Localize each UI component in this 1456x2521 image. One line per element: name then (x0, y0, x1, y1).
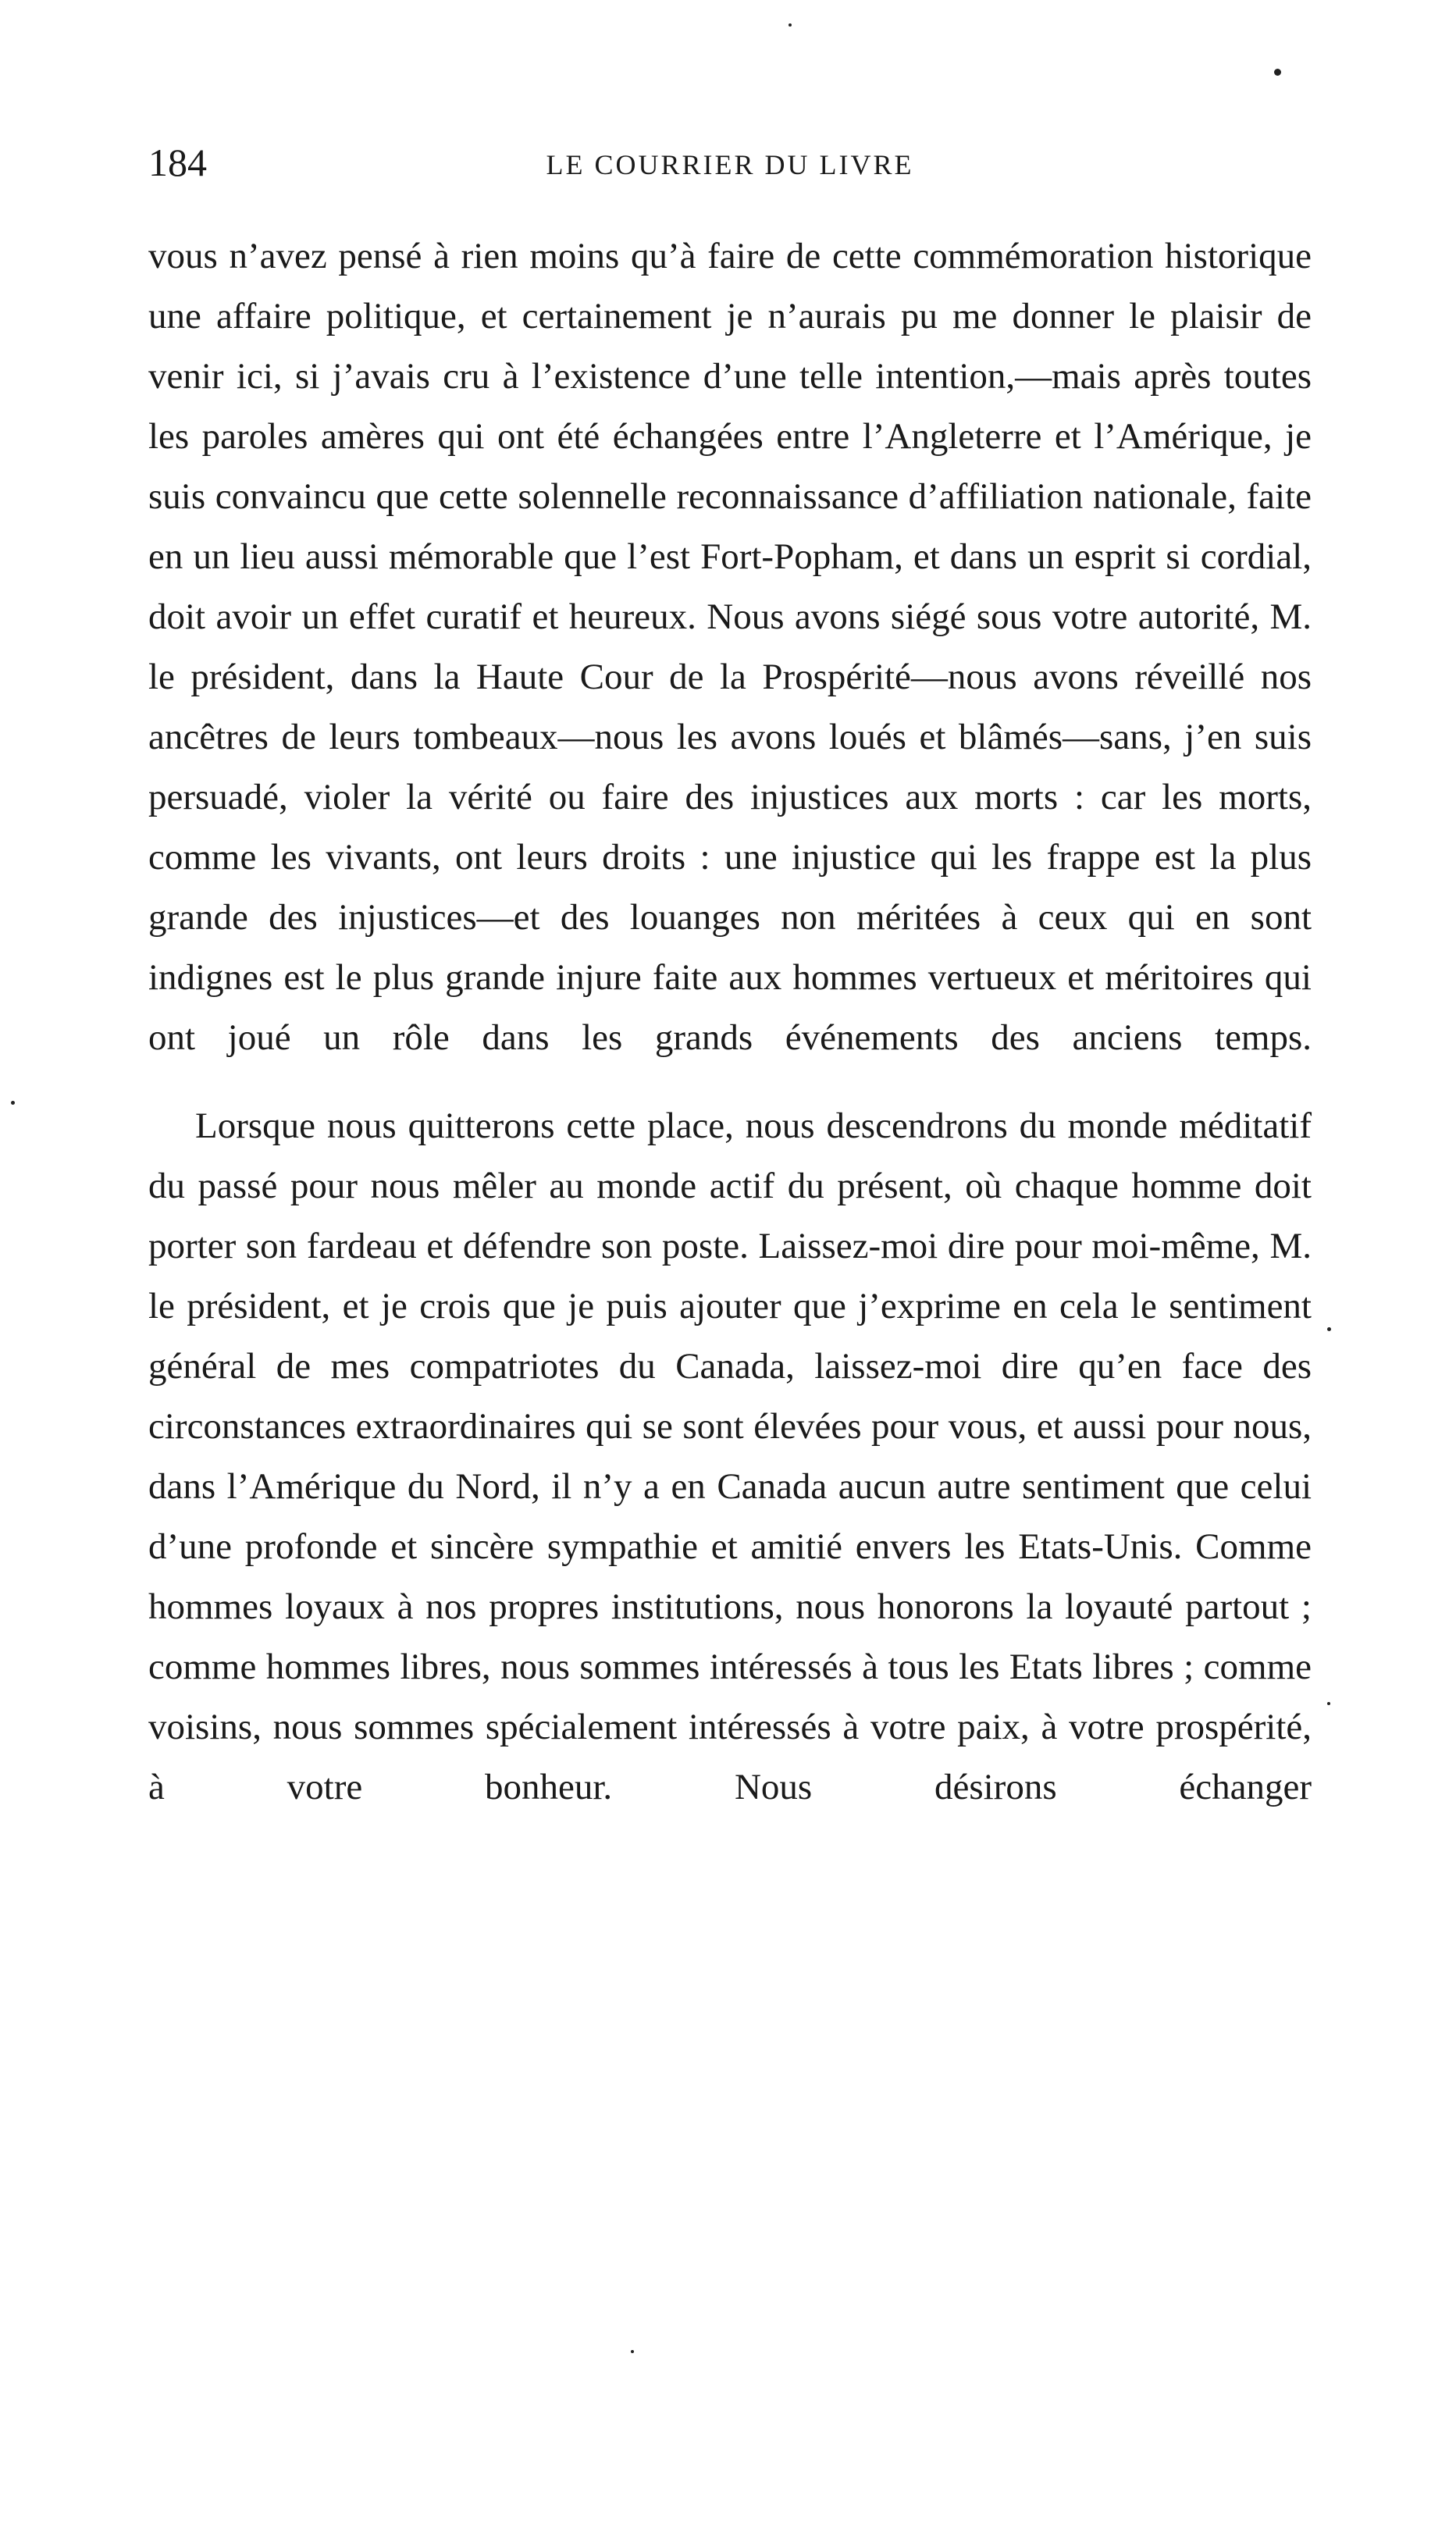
paragraph: Lorsque nous quitterons cette place, nous descendrons du monde méditatif du passé pour nous mêler au monde actif du présent, où chaque homme doit porter son fardeau et défendre son poste. Laissez-moi dire pour moi-même, M. le président, et je crois que je puis ajouter que j’exprime en cela le sentiment général de mes compatriotes du Canada, laissez-moi dire qu’en face des circonstances extraordinaires qui se sont élevées pour vous, et aussi pour nous, dans l’Amérique du Nord, il n’y a en Canada aucun autre sentiment que celui d’une profonde et sincère sympathie et amitié envers les Etats-Unis. Comme hommes loyaux à nos propres institutions, nous honorons la loyauté partout ; comme hommes libres, nous sommes intéressés à tous les Etats libres ; comme voisins, nous sommes spécialement intéressés à votre paix, à votre prospérité, à votre bonheur. Nous désirons échanger (148, 1106, 1312, 1807)
paragraph: vous n’avez pensé à rien moins qu’à faire de cette commémoration historique une affaire politique, et certainement je n’aurais pu me donner le plaisir de venir ici, si j’avais cru à l’existence d’une telle intention,—mais après toutes les paroles amères qui ont été échangées entre l’Angleterre et l’Amérique, je suis convaincu que cette solennelle reconnaissance d’affiliation nationale, faite en un lieu aussi mémorable que l’est Fort-Popham, et dans un esprit si cordial, doit avoir un effet curatif et heureux. Nous avons siégé sous votre autorité, M. le président, dans la Haute Cour de la Prospérité—nous avons réveillé nos ancêtres de leurs tombeaux—nous les avons loués et blâmés—sans, j’en suis persuadé, violer la vérité ou faire des injustices aux morts : car les morts, comme les vivants, ont leurs droits : une injustice qui les frappe est la plus grande des injustices—et des louanges non méritées à ceux qui en sont indignes est le plus grande injure faite aux hommes vertueux et méritoires qui ont joué un rôle dans les grands événements des anciens temps. (148, 236, 1312, 1058)
scan-speck (1274, 69, 1281, 76)
running-title: LE COURRIER DU LIVRE (546, 149, 914, 180)
page-header (148, 139, 1312, 194)
body-text (148, 226, 1312, 1818)
scan-speck (631, 2350, 634, 2353)
scan-speck (1327, 1702, 1330, 1705)
page-number: 184 (148, 141, 207, 184)
scan-speck (11, 1101, 15, 1105)
scan-speck (1327, 1327, 1331, 1331)
scan-speck (789, 23, 792, 27)
